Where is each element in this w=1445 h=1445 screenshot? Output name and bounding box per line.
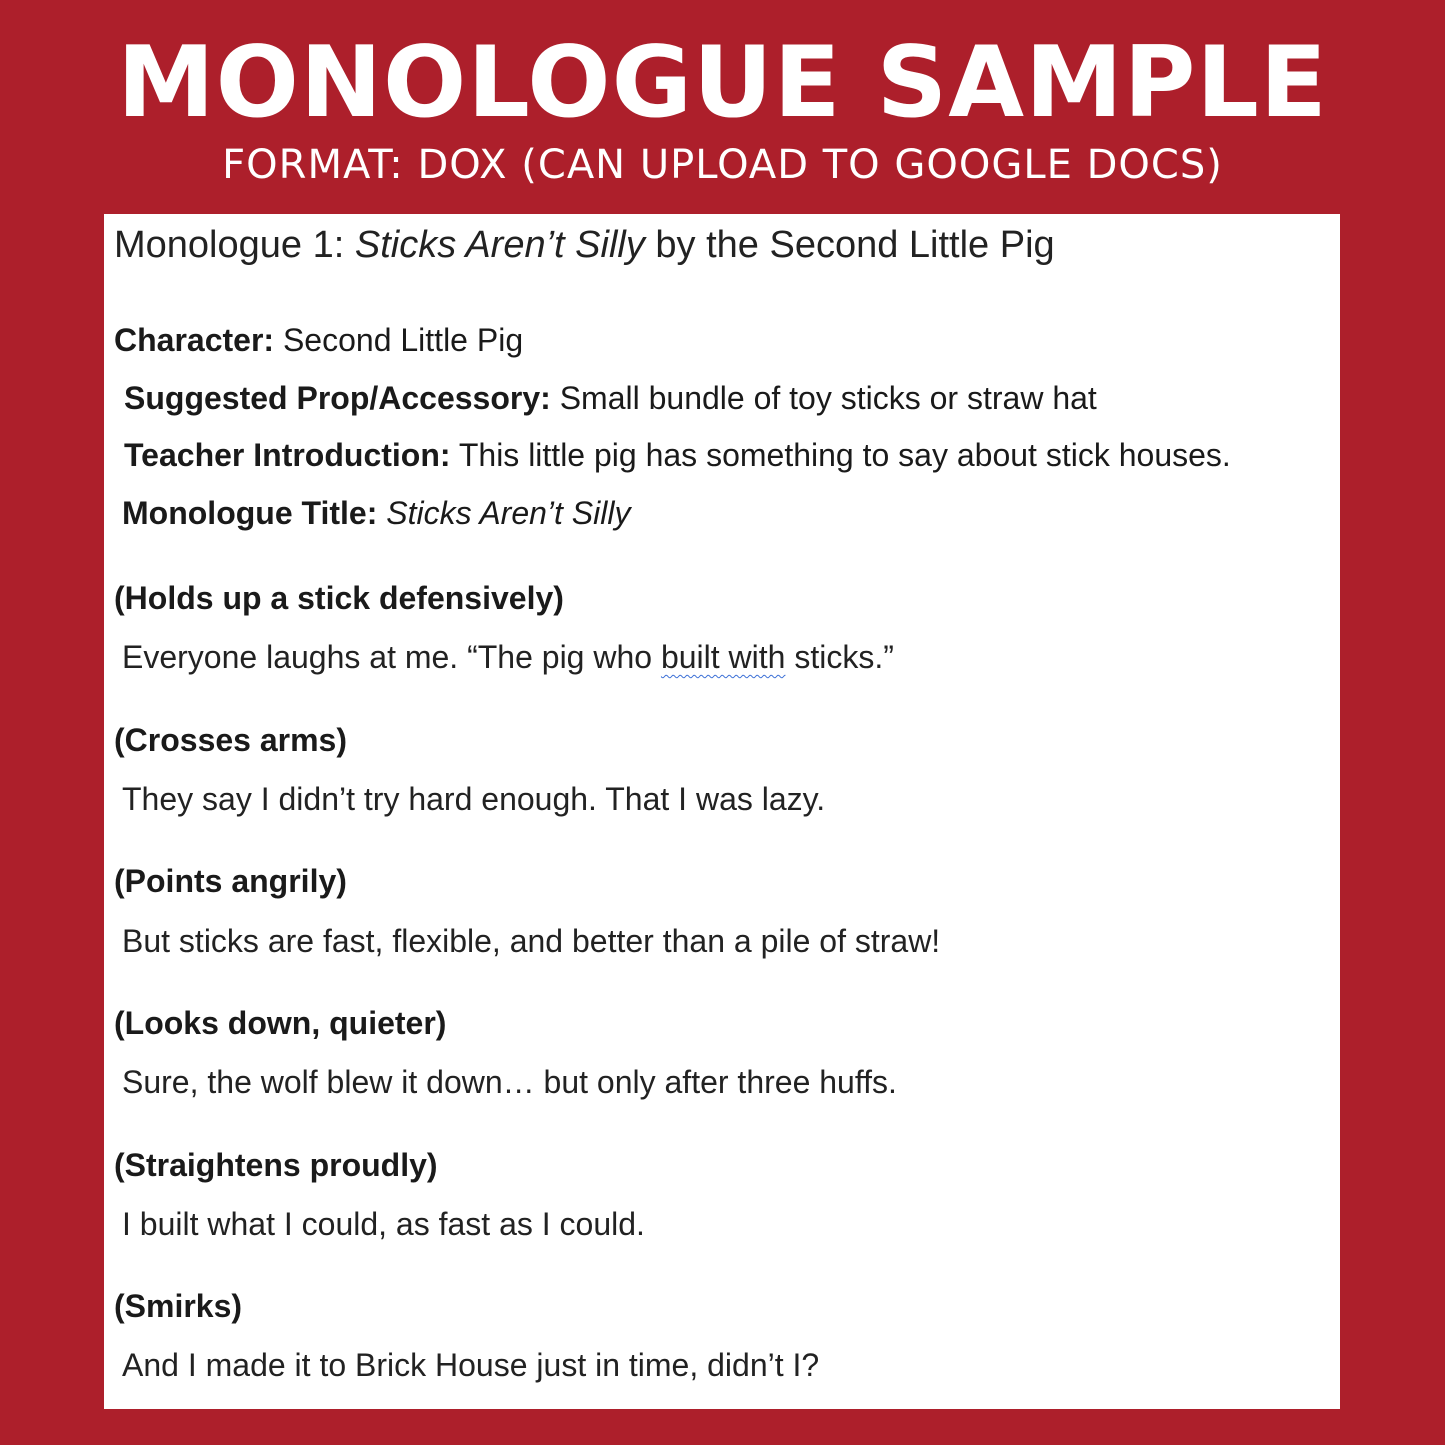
meta-value: Small bundle of toy sticks or straw hat <box>550 380 1097 416</box>
banner-title: MONOLOGUE SAMPLE <box>117 26 1328 140</box>
meta-character <box>114 320 523 360</box>
stage-direction: (Looks down, quieter) <box>114 1005 447 1041</box>
meta-monologue-title <box>122 493 630 533</box>
spoken-text: sticks.” <box>785 639 894 675</box>
spoken-text: Everyone laughs at me. “The pig who <box>122 639 661 675</box>
heading-title: Sticks Aren’t Silly <box>354 224 645 266</box>
stage-direction: (Crosses arms) <box>114 722 347 758</box>
spoken-line: I built what I could, as fast as I could. <box>122 1206 645 1242</box>
heading-suffix: by the Second Little Pig <box>644 224 1055 266</box>
meta-prop <box>124 378 1097 418</box>
meta-label: Character: <box>114 322 275 358</box>
meta-value: Second Little Pig <box>274 322 524 358</box>
spoken-line <box>122 637 894 677</box>
meta-label: Teacher Introduction: <box>124 437 451 473</box>
stage-direction: (Points angrily) <box>114 863 347 899</box>
meta-value: This little pig has something to say about stick houses. <box>450 437 1231 473</box>
spoken-line: They say I didn’t try hard enough. That I was lazy. <box>122 781 826 817</box>
stage-direction: (Smirks) <box>114 1288 243 1324</box>
spoken-line: But sticks are fast, flexible, and better than a pile of straw! <box>122 923 941 959</box>
spellcheck-flagged-text[interactable]: built with <box>660 639 786 675</box>
document-page <box>104 214 1340 1409</box>
meta-label: Suggested Prop/Accessory: <box>124 380 551 416</box>
meta-introduction <box>124 435 1231 475</box>
stage-direction: (Straightens proudly) <box>114 1147 438 1183</box>
meta-label: Monologue Title: <box>122 495 378 531</box>
spoken-line: And I made it to Brick House just in time, didn’t I? <box>122 1347 820 1383</box>
meta-value: Sticks Aren’t Silly <box>377 495 631 531</box>
spoken-line: Sure, the wolf blew it down… but only after three huffs. <box>122 1064 897 1100</box>
document-heading <box>114 222 1055 268</box>
heading-prefix: Monologue 1: <box>114 224 355 266</box>
stage-direction: (Holds up a stick defensively) <box>114 580 564 616</box>
banner-subtitle: FORMAT: DOX (CAN UPLOAD TO GOOGLE DOCS) <box>222 142 1223 188</box>
